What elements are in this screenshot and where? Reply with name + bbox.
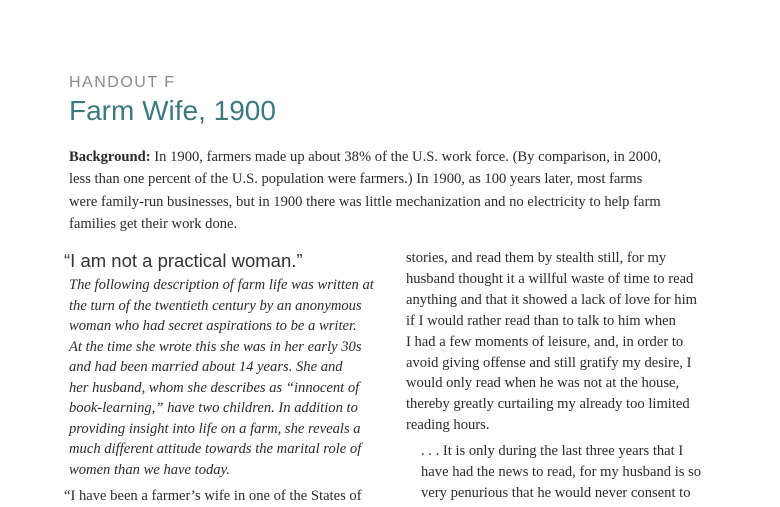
body-line: if I would rather read than to talk to him when (406, 312, 676, 329)
body-line: I had a few moments of leisure, and, in order to (406, 333, 684, 350)
body-line: husband thought it a willful waste of time to read (406, 270, 694, 287)
intro-line: her husband, whom she describes as “innocent of (69, 379, 360, 396)
background-line-4: families get their work done. (69, 215, 238, 232)
handout-label: HANDOUT F (69, 74, 176, 91)
intro-line: The following description of farm life was written at (69, 277, 374, 293)
body-line: have had the news to read, for my husband is so (421, 464, 702, 481)
background-paragraph (69, 146, 729, 235)
body-line: very penurious that he would never consent to (421, 484, 691, 501)
right-column (406, 248, 736, 504)
body-line: reading hours. (406, 417, 490, 434)
intro-line: providing insight into life on a farm, she reveals a (69, 420, 361, 437)
body-text-start: “I have been a farmer’s wife in one of the States of (64, 488, 362, 504)
background-lead: Background: (69, 149, 151, 165)
background-line-2: less than one percent of the U.S. population were farmers.) In 1900, as 100 years later, most farms (69, 171, 643, 188)
body-paragraph-1 (406, 248, 736, 436)
body-line: stories, and read them by stealth still, for my (406, 250, 667, 266)
body-line: thereby greatly curtailing my already too limited (406, 396, 690, 413)
body-line: would only read when he was not at the house, (406, 375, 680, 392)
quote-heading: “I am not a practical woman.” (64, 250, 303, 271)
intro-line: the turn of the twentieth century by an anonymous (69, 297, 362, 314)
intro-line: At the time she wrote this she was in her early 30s (69, 338, 362, 355)
body-paragraph-2 (406, 441, 736, 504)
intro-line: women than we have today. (69, 461, 230, 478)
intro-line: much different attitude towards the marital role of (69, 441, 362, 457)
intro-line: and had been married about 14 years. She and (69, 359, 343, 375)
intro-line: book-learning,” have two children. In addition to (69, 400, 358, 416)
background-line-3: were family-run businesses, but in 1900 there was little mechanization and no electricity to help farm (69, 193, 661, 210)
body-line: avoid giving offense and still gratify my desire, I (406, 354, 692, 371)
body-line: anything and that it showed a lack of love for him (406, 291, 697, 308)
intro-paragraph (64, 275, 389, 480)
background-line-1: In 1900, farmers made up about 38% of the U.S. work force. (By comparison, in 2000, (150, 149, 662, 165)
intro-line: woman who had secret aspirations to be a writer. (69, 318, 357, 334)
body-line: . . . It is only during the last three years that I (421, 443, 684, 460)
left-column (64, 250, 389, 507)
page-title: Farm Wife, 1900 (69, 95, 276, 126)
